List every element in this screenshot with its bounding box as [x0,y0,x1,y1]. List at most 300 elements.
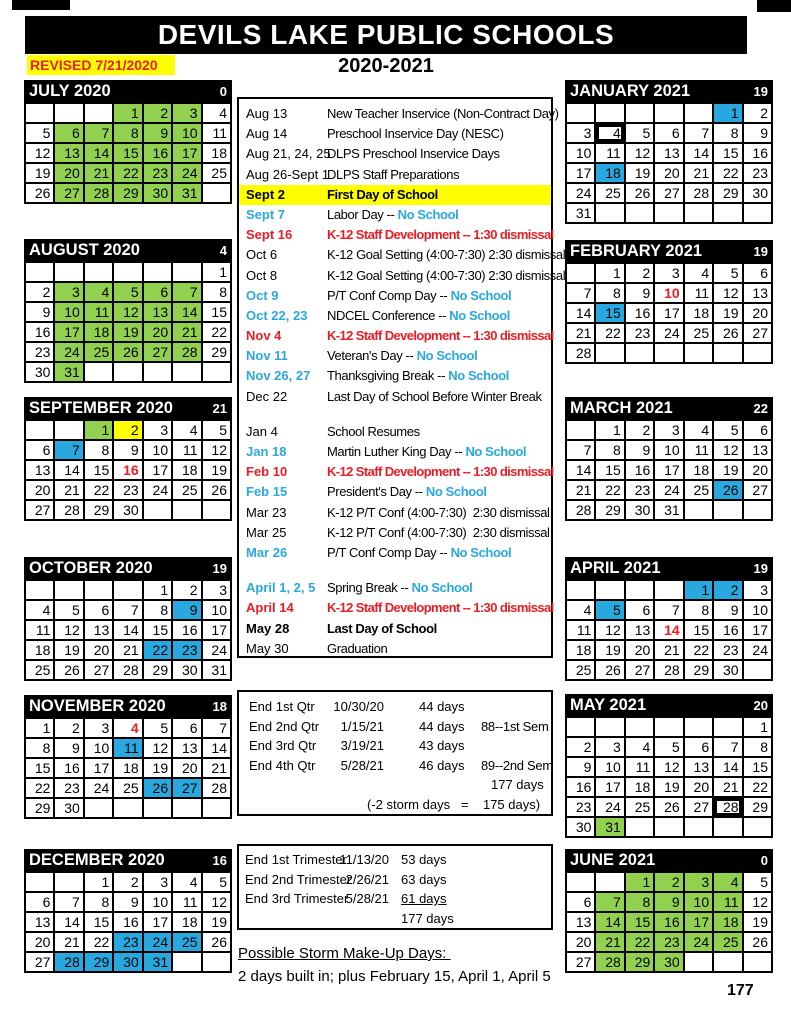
event-no-school-label: No School [465,444,527,459]
day-cell: 22 [202,322,231,342]
month-grid [565,419,773,521]
day-cell: 26 [654,797,683,817]
day-cell: 12 [54,620,83,640]
day-cell: 7 [113,600,142,620]
day-cell: 25 [202,163,231,183]
day-cell: 19 [202,460,231,480]
day-cell: 13 [743,283,772,303]
day-cell: 12 [113,302,142,322]
day-cell: 27 [625,660,654,680]
day-cell: 20 [172,758,201,778]
day-cell: 16 [566,777,595,797]
day-cell [566,717,595,737]
calendar-september-2020 [24,397,232,521]
day-cell: 5 [743,872,772,892]
day-cell: 13 [25,912,54,932]
day-cell [743,500,772,520]
day-cell: 28 [713,797,742,817]
day-cell [172,362,201,382]
calendar-october-2020 [24,557,232,681]
event-date: Mar 25 [246,524,287,540]
day-cell: 25 [684,480,713,500]
trimester-label: End 1st Trimester [245,852,347,867]
day-cell [54,420,83,440]
month-grid [565,262,773,364]
day-cell: 17 [143,912,172,932]
month-day-count: 21 [212,400,227,416]
day-cell [625,203,654,223]
day-cell: 4 [713,872,742,892]
day-cell: 29 [202,342,231,362]
events-gap [239,407,551,422]
day-cell: 2 [713,580,742,600]
day-cell: 7 [713,737,742,757]
day-cell: 24 [684,932,713,952]
month-grid [565,716,773,838]
day-cell: 26 [25,183,54,203]
day-cell: 30 [172,660,201,680]
day-cell: 10 [143,440,172,460]
event-description: School Resumes [327,423,420,439]
day-cell: 28 [654,660,683,680]
day-cell: 5 [713,420,742,440]
event-description: DLPS Preschool Inservice Days [327,146,500,162]
print-artifact-mark-left [12,0,70,10]
day-cell: 31 [143,952,172,972]
day-cell: 19 [143,758,172,778]
day-cell: 21 [595,932,624,952]
day-cell: 25 [25,660,54,680]
day-cell: 12 [143,738,172,758]
day-cell: 9 [172,600,201,620]
trimester-days: 61 days [401,891,447,906]
day-cell: 12 [625,143,654,163]
day-cell: 3 [743,580,772,600]
event-description: Thanksgiving Break -- No School [327,368,509,384]
day-cell [54,872,83,892]
month-grid [565,579,773,681]
quarter-date: 3/19/21 [340,738,384,753]
month-header [24,397,232,419]
school-year: 2020-2021 [338,55,434,77]
day-cell [713,343,742,363]
semester-note: 88--1st Sem [481,718,549,734]
day-cell [25,872,54,892]
event-row [239,387,551,407]
day-cell: 8 [84,892,113,912]
day-cell [654,580,683,600]
quarter-row [239,756,551,776]
quarter-row [239,736,551,756]
day-cell: 3 [654,263,683,283]
day-cell: 29 [84,952,113,972]
day-cell: 26 [54,660,83,680]
day-cell: 18 [113,758,142,778]
quarter-label: End 4th Qtr [249,757,316,773]
trimester-date: 5/28/21 [345,891,389,906]
day-cell: 4 [172,420,201,440]
event-date: May 28 [246,620,290,636]
day-cell: 16 [625,303,654,323]
event-no-school-label: No School [449,307,510,323]
day-cell: 20 [743,460,772,480]
day-cell: 5 [202,872,231,892]
day-cell: 16 [113,912,142,932]
day-cell: 9 [54,738,83,758]
day-cell: 30 [743,183,772,203]
day-cell: 19 [654,777,683,797]
day-cell: 26 [595,660,624,680]
day-cell: 7 [684,123,713,143]
day-cell: 22 [713,163,742,183]
day-cell: 16 [625,460,654,480]
day-cell: 3 [202,580,231,600]
day-cell: 16 [172,620,201,640]
day-cell: 18 [713,912,742,932]
day-cell: 18 [684,460,713,480]
day-cell: 7 [54,440,83,460]
day-cell: 8 [202,282,231,302]
event-description: P/T Conf Comp Day -- No School [327,544,512,560]
events-gap [239,563,551,578]
day-cell [54,580,83,600]
day-cell: 15 [743,757,772,777]
month-day-count: 18 [212,698,227,714]
day-cell [654,817,683,837]
day-cell [743,952,772,972]
day-cell: 17 [743,620,772,640]
day-cell: 24 [84,778,113,798]
day-cell: 15 [113,143,142,163]
event-date: Dec 22 [246,388,288,404]
day-cell: 17 [54,322,83,342]
day-cell: 30 [654,952,683,972]
day-cell [625,817,654,837]
day-cell: 25 [113,778,142,798]
day-cell: 2 [654,872,683,892]
page-number: 177 [727,982,754,999]
event-row [239,245,566,265]
trimester-label: End 2nd Trimester [245,871,352,887]
day-cell: 22 [25,778,54,798]
event-description: K-12 Staff Development -- 1:30 dismissal [327,328,554,344]
day-cell [172,500,201,520]
day-cell: 27 [743,480,772,500]
month-header [24,557,232,579]
day-cell: 14 [172,302,201,322]
trimester-date: 2/26/21 [345,871,389,887]
event-row [239,306,551,326]
day-cell: 2 [25,282,54,302]
day-cell [713,817,742,837]
day-cell: 31 [595,817,624,837]
month-day-count: 19 [212,560,227,576]
day-cell: 3 [84,718,113,738]
day-cell: 10 [743,600,772,620]
day-cell [54,103,83,123]
day-cell: 20 [654,163,683,183]
day-cell [113,262,142,282]
event-row [239,266,566,286]
event-date: April 1, 2, 5 [246,580,316,596]
day-cell: 1 [143,580,172,600]
day-cell: 18 [684,303,713,323]
day-cell: 3 [54,282,83,302]
day-cell [84,798,113,818]
event-description: K-12 Staff Development -- 1:30 dismissal [327,600,554,616]
day-cell: 19 [713,303,742,323]
event-row [239,598,554,618]
day-cell: 9 [113,440,142,460]
day-cell: 12 [202,892,231,912]
day-cell: 28 [54,952,83,972]
month-header [24,695,232,717]
day-cell: 15 [202,302,231,322]
day-cell: 5 [713,263,742,283]
day-cell: 20 [25,480,54,500]
day-cell: 24 [202,640,231,660]
day-cell: 7 [654,600,683,620]
day-cell: 14 [654,620,683,640]
day-cell: 23 [654,932,683,952]
day-cell: 10 [84,738,113,758]
day-cell [684,500,713,520]
event-description: DLPS Staff Preparations [327,166,460,182]
event-row [239,442,551,462]
event-date: Feb 10 [246,464,288,480]
event-description: K-12 Goal Setting (4:00-7:30) 2:30 dismissal [327,247,566,263]
event-date: Sept 16 [246,227,293,243]
day-cell: 19 [25,163,54,183]
day-cell: 6 [25,892,54,912]
month-name: DECEMBER 2020 [29,850,165,869]
day-cell [113,362,142,382]
day-cell: 3 [595,737,624,757]
day-cell [202,500,231,520]
day-cell: 13 [743,440,772,460]
day-cell: 23 [25,342,54,362]
day-cell: 21 [654,640,683,660]
day-cell [143,500,172,520]
day-cell: 4 [84,282,113,302]
event-date: May 30 [246,640,289,656]
day-cell: 2 [113,872,142,892]
day-cell: 9 [654,892,683,912]
month-name: JANUARY 2021 [570,81,691,100]
day-cell: 9 [625,283,654,303]
event-row [239,482,551,502]
day-cell: 17 [143,460,172,480]
day-cell [113,580,142,600]
day-cell: 31 [172,183,201,203]
day-cell: 22 [84,480,113,500]
month-name: MARCH 2021 [570,398,673,417]
day-cell: 13 [84,620,113,640]
event-row [239,205,551,225]
day-cell: 12 [595,620,624,640]
event-row [239,619,551,639]
day-cell: 13 [54,143,83,163]
day-cell: 13 [172,738,201,758]
event-description: Last Day of School Before Winter Break [327,388,542,404]
day-cell: 14 [54,912,83,932]
day-cell: 17 [595,777,624,797]
month-header [565,849,773,871]
day-cell: 6 [684,737,713,757]
day-cell: 14 [84,143,113,163]
day-cell: 21 [54,480,83,500]
event-row [239,523,551,543]
day-cell: 16 [654,912,683,932]
day-cell: 27 [54,183,83,203]
event-no-school-label: No School [397,206,459,222]
day-cell [595,203,624,223]
day-cell: 28 [113,660,142,680]
day-cell: 11 [172,892,201,912]
day-cell: 18 [25,640,54,660]
day-cell: 4 [595,123,624,143]
day-cell: 29 [25,798,54,818]
calendar-april-2021 [565,557,773,681]
month-day-count: 19 [753,243,768,259]
day-cell [743,660,772,680]
day-cell: 26 [713,480,742,500]
quarter-days: 44 days [419,718,465,734]
event-row [239,144,551,164]
day-cell: 5 [25,123,54,143]
day-cell: 30 [713,660,742,680]
month-day-count: 22 [753,400,768,416]
event-date: Aug 21, 24, 25 [246,146,331,162]
month-day-count: 0 [760,852,768,868]
trimester-days: 63 days [401,871,447,887]
day-cell: 24 [654,480,683,500]
month-grid [565,871,773,973]
day-cell: 8 [595,283,624,303]
event-date: Nov 4 [246,328,282,344]
day-cell: 27 [25,500,54,520]
day-cell: 29 [743,797,772,817]
quarter-label: End 3rd Qtr [249,738,317,753]
day-cell: 7 [202,718,231,738]
day-cell [202,183,231,203]
day-cell [202,798,231,818]
trimester-summary-box [237,844,553,930]
day-cell [202,362,231,382]
day-cell: 20 [743,303,772,323]
day-cell: 14 [566,303,595,323]
day-cell: 8 [25,738,54,758]
day-cell: 20 [143,322,172,342]
event-description: Veteran's Day -- No School [327,348,478,364]
day-cell [654,203,683,223]
day-cell: 6 [172,718,201,738]
day-cell: 24 [54,342,83,362]
day-cell: 28 [684,183,713,203]
day-cell: 6 [84,600,113,620]
day-cell: 3 [654,420,683,440]
day-cell: 11 [113,738,142,758]
day-cell: 25 [595,183,624,203]
day-cell: 21 [202,758,231,778]
day-cell: 6 [654,123,683,143]
day-cell [595,717,624,737]
month-grid [24,579,232,681]
day-cell: 5 [113,282,142,302]
day-cell: 7 [54,892,83,912]
month-day-count: 0 [219,83,227,99]
day-cell: 23 [54,778,83,798]
day-cell: 11 [25,620,54,640]
day-cell: 20 [625,640,654,660]
event-row [239,578,551,598]
quarter-label: End 2nd Qtr [249,718,320,734]
day-cell: 3 [172,103,201,123]
day-cell: 21 [113,640,142,660]
day-cell: 11 [566,620,595,640]
day-cell: 9 [143,123,172,143]
day-cell: 11 [684,283,713,303]
quarter-row [239,717,551,737]
day-cell: 11 [625,757,654,777]
day-cell: 10 [654,283,683,303]
day-cell: 22 [143,640,172,660]
day-cell: 2 [743,103,772,123]
day-cell: 31 [566,203,595,223]
day-cell [625,580,654,600]
day-cell: 4 [625,737,654,757]
event-no-school-label: No School [448,368,509,384]
storm-adjustment: (-2 storm days = 175 days) [367,796,541,812]
event-row [239,462,554,482]
day-cell: 3 [143,872,172,892]
day-cell: 2 [172,580,201,600]
quarter-summary-box [237,690,553,816]
day-cell: 13 [143,302,172,322]
day-cell [654,717,683,737]
day-cell: 10 [566,143,595,163]
day-cell: 23 [743,163,772,183]
event-no-school-label: No School [425,484,487,500]
day-cell [625,103,654,123]
day-cell [713,500,742,520]
day-cell: 27 [25,952,54,972]
day-cell: 8 [143,600,172,620]
day-cell: 25 [172,932,201,952]
day-cell: 4 [113,718,142,738]
month-grid [24,717,232,819]
month-header [565,240,773,262]
event-description: Last Day of School [327,620,437,636]
day-cell: 9 [625,440,654,460]
event-date: Oct 8 [246,267,278,283]
day-cell: 20 [84,640,113,660]
day-cell [143,362,172,382]
day-cell: 23 [143,163,172,183]
day-cell: 13 [566,912,595,932]
events-box [237,97,566,658]
day-cell: 24 [595,797,624,817]
event-date: Mar 26 [246,544,288,560]
day-cell: 11 [172,440,201,460]
day-cell: 5 [202,420,231,440]
day-cell: 9 [743,123,772,143]
day-cell: 15 [595,460,624,480]
day-cell: 25 [713,932,742,952]
day-cell: 19 [743,912,772,932]
day-cell [54,262,83,282]
day-cell: 5 [54,600,83,620]
